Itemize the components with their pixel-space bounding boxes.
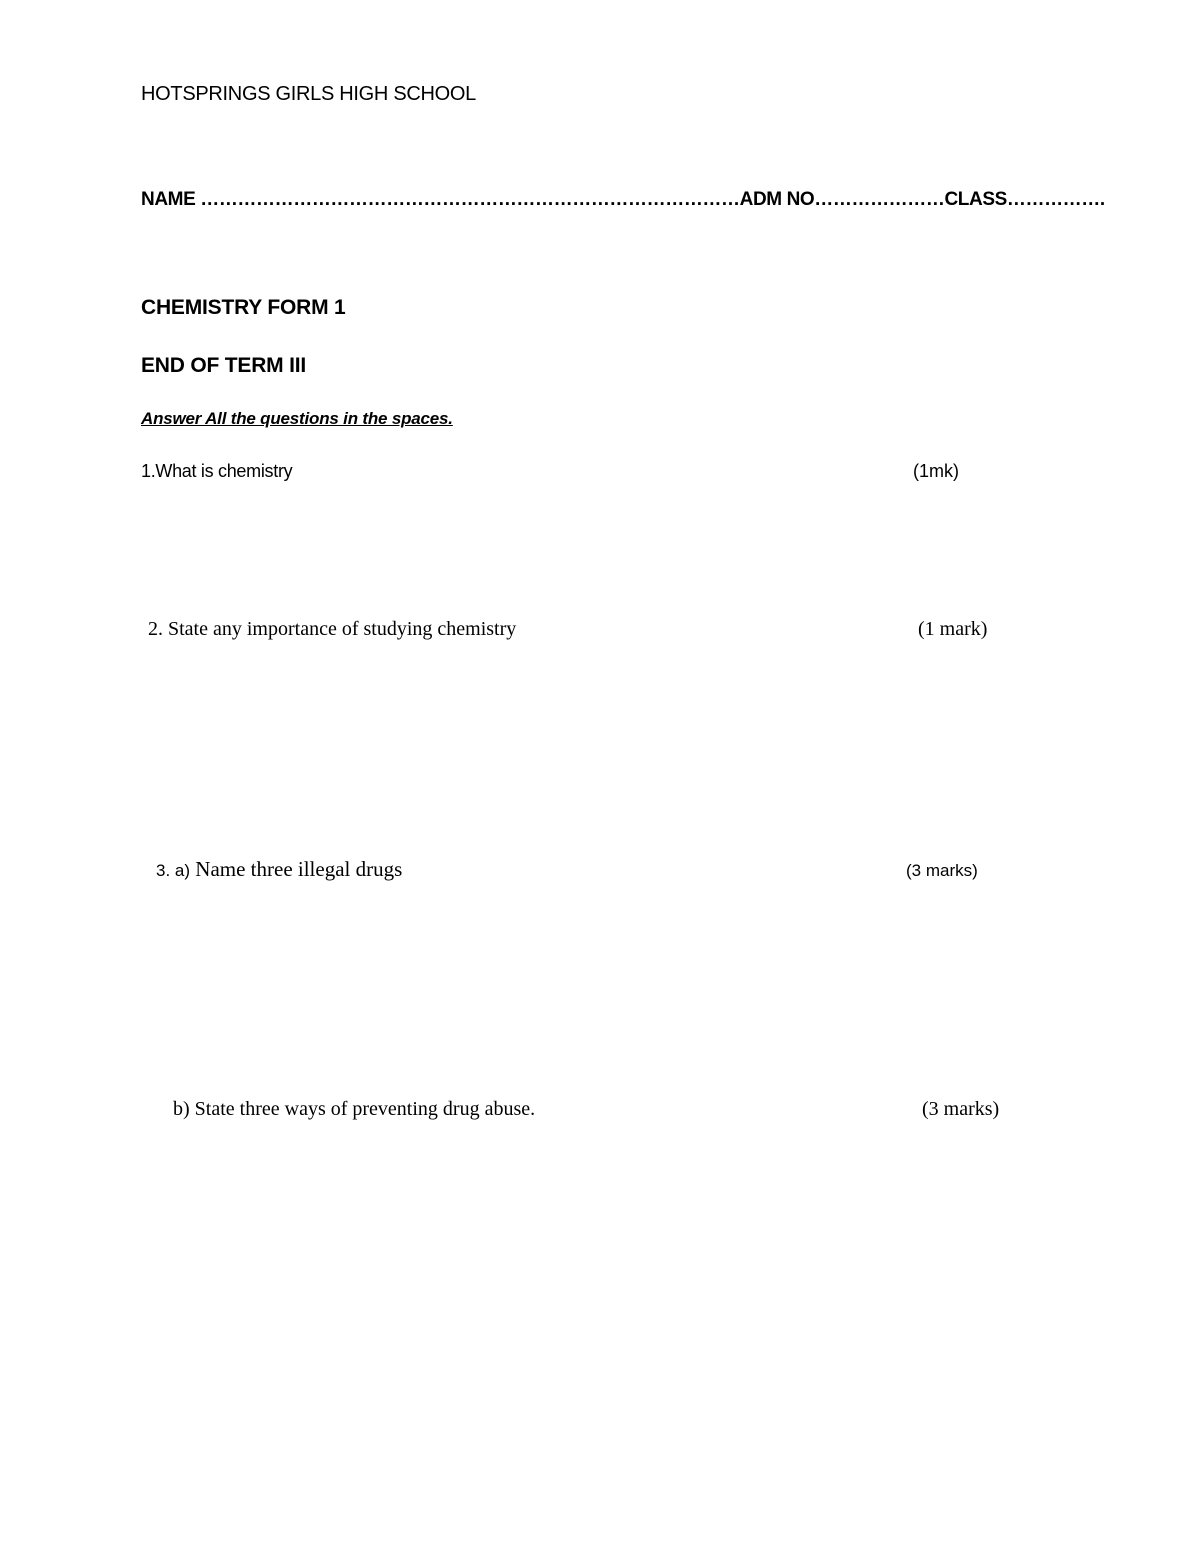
- question-2-text: 2. State any importance of studying chemistry: [148, 618, 517, 640]
- question-3a: [156, 859, 402, 880]
- question-1-marks: (1mk): [913, 461, 959, 481]
- school-name: HOTSPRINGS GIRLS HIGH SCHOOL: [141, 83, 476, 105]
- question-2-marks: (1 mark): [918, 618, 988, 640]
- question-3b-marks: (3 marks): [922, 1098, 1000, 1120]
- student-details-line: NAME ……………………………………………………………………………ADM NO…………………CLASS…………….: [141, 189, 1105, 210]
- question-3a-marks: (3 marks): [906, 861, 978, 880]
- question-3b-text: b) State three ways of preventing drug abuse.: [173, 1098, 536, 1120]
- question-3a-text: Name three illegal drugs: [190, 857, 403, 881]
- exam-term: END OF TERM III: [141, 354, 307, 377]
- question-1-text: 1.What is chemistry: [141, 461, 293, 481]
- question-3a-number: 3. a): [156, 861, 191, 880]
- subject-title: CHEMISTRY FORM 1: [141, 296, 346, 319]
- exam-instructions: Answer All the questions in the spaces.: [141, 409, 453, 428]
